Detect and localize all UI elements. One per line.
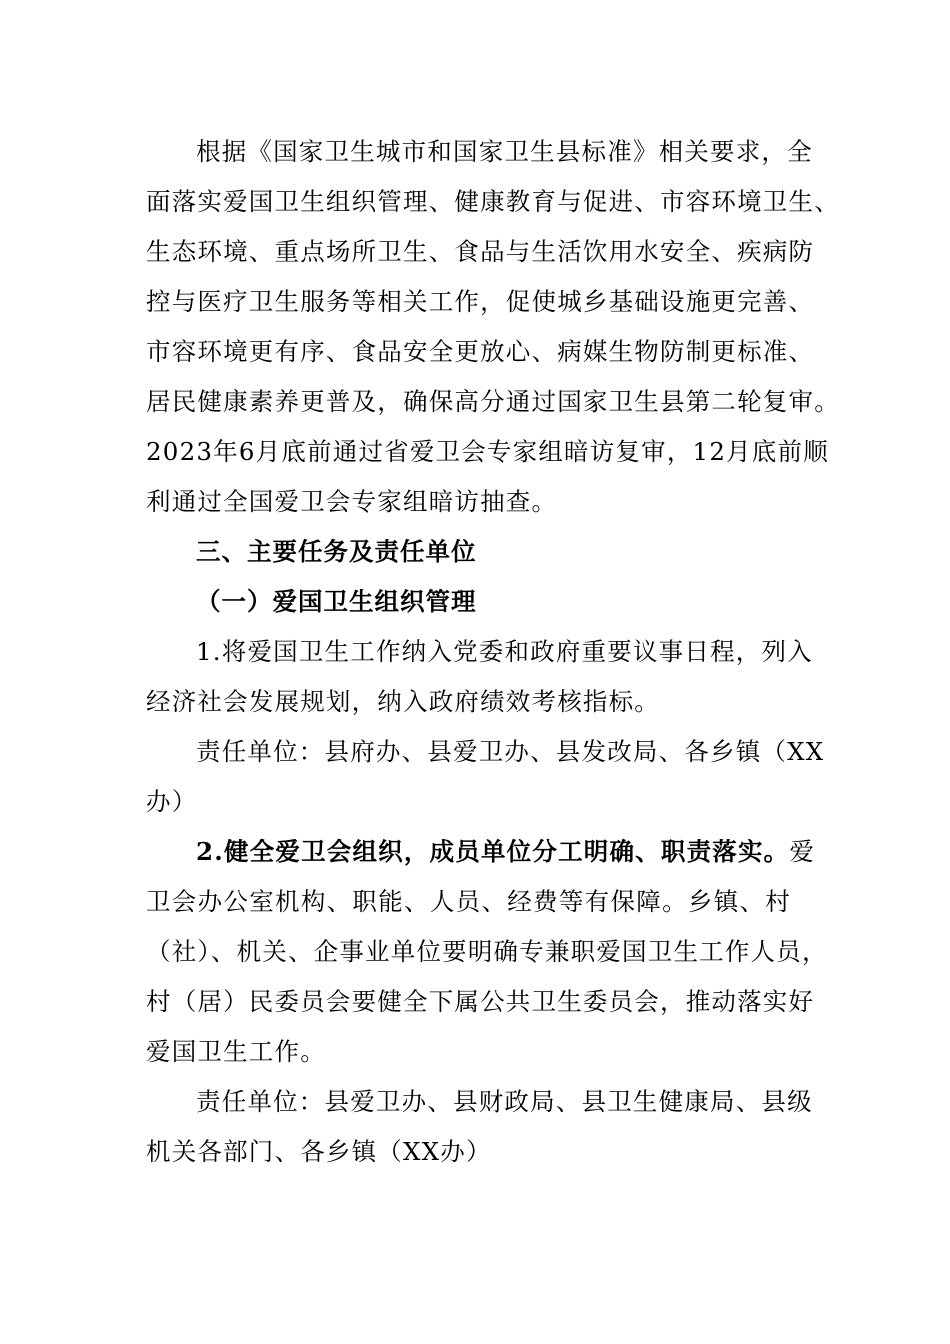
item1-line-1: 1.将爱国卫生工作纳入党委和政府重要议事日程，列入 (196, 637, 813, 666)
para1-line-7: 2023年6月底前通过省爱卫会专家组暗访复审，12月底前顺 (146, 437, 829, 466)
para1-line-1: 根据《国家卫生城市和国家卫生县标准》相关要求，全 (196, 137, 813, 166)
para1-line-3: 生态环境、重点场所卫生、食品与生活饮用水安全、疾病防 (146, 237, 815, 266)
item2-bold-lead: 2.健全爱卫会组织，成员单位分工明确、职责落实。 (196, 837, 790, 866)
para1-line-2: 面落实爱国卫生组织管理、健康教育与促进、市容环境卫生、 (146, 187, 840, 216)
item2-line-4: 村（居）民委员会要健全下属公共卫生委员会，推动落实好 (146, 987, 815, 1016)
para1-line-6: 居民健康素养更普及，确保高分通过国家卫生县第二轮复审。 (146, 387, 840, 416)
item1-responsibility-line-1: 责任单位：县府办、县爱卫办、县发改局、各乡镇（XX (196, 737, 825, 766)
para1-line-8: 利通过全国爱卫会专家组暗访抽查。 (146, 487, 558, 516)
subsection-heading: （一）爱国卫生组织管理 (196, 587, 477, 616)
item2-line-3: （社）、机关、企事业单位要明确专兼职爱国卫生工作人员， (146, 937, 828, 966)
para1-line-4: 控与医疗卫生服务等相关工作，促使城乡基础设施更完善、 (146, 287, 815, 316)
section-heading: 三、主要任务及责任单位 (196, 537, 477, 566)
item2-line-1 (196, 834, 816, 870)
item1-responsibility-line-2: 办） (146, 787, 198, 816)
item2-line-2: 卫会办公室机构、职能、人员、经费等有保障。乡镇、村 (146, 887, 791, 916)
item1-line-2: 经济社会发展规划，纳入政府绩效考核指标。 (146, 687, 660, 716)
item2-responsibility-line-2: 机关各部门、各乡镇（XX办） (146, 1137, 492, 1166)
item2-lead-rest: 爱 (789, 837, 816, 866)
para1-line-5: 市容环境更有序、食品安全更放心、病媒生物防制更标准、 (146, 337, 815, 366)
item2-responsibility-line-1: 责任单位：县爱卫办、县财政局、县卫生健康局、县级 (196, 1087, 813, 1116)
item2-line-5: 爱国卫生工作。 (146, 1037, 326, 1066)
